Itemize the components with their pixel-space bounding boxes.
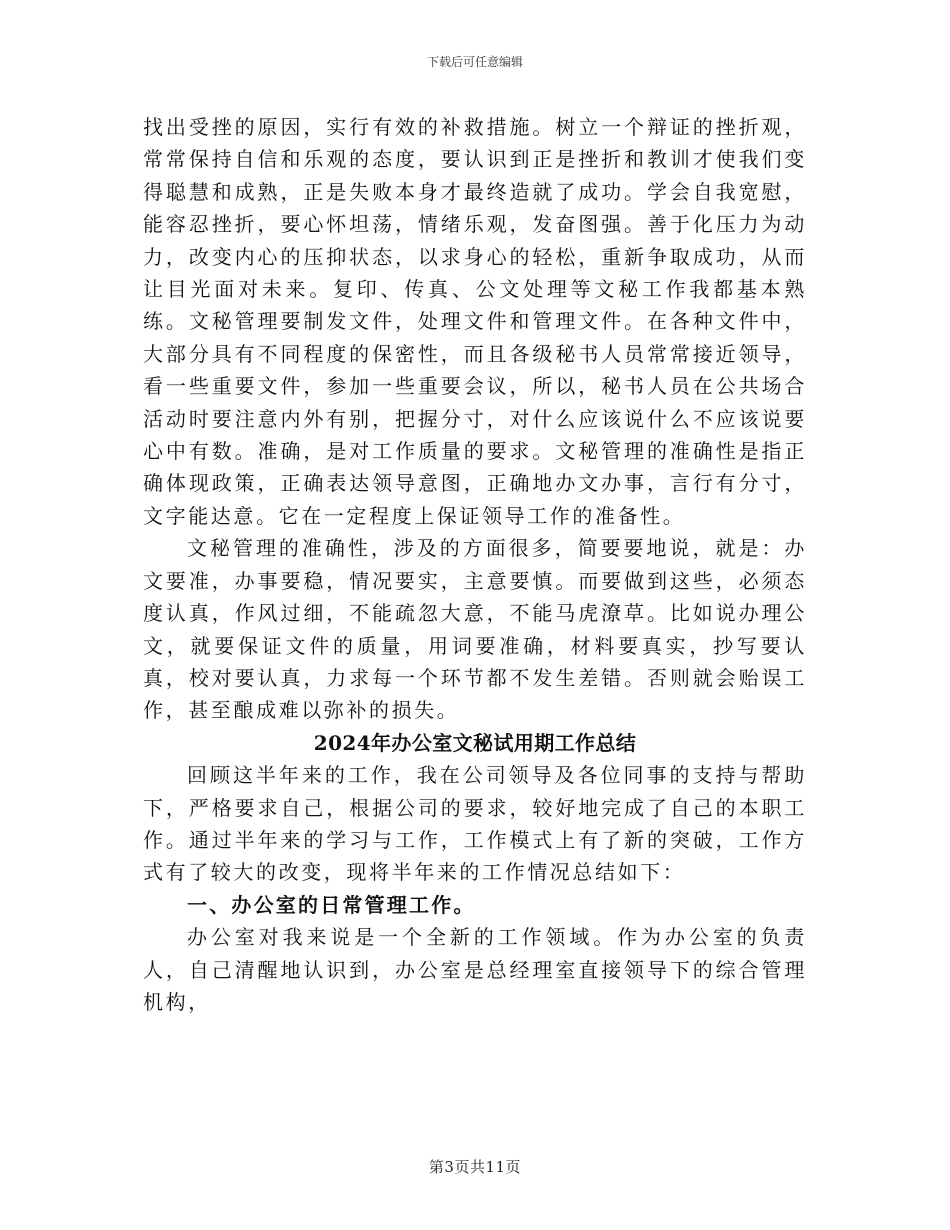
page-footer: 第3页共11页 — [428, 1158, 522, 1176]
document-body — [143, 111, 807, 1018]
paragraph-2: 文秘管理的准确性，涉及的方面很多，简要要地说，就是：办文要准，办事要稳，情况要实，主意要慎。而要做到这些，必须态度认真，作风过细，不能疏忽大意，不能马虎潦草。比如说办理公文，就要保证文件的质量，用词要准确，材料要真实，抄写要认真，校对要认真，力求每一个环节都不发生差错。否则就会贻误工作，甚至酿成难以弥补的损失。 — [143, 536, 807, 723]
paragraph-1: 找出受挫的原因，实行有效的补救措施。树立一个辩证的挫折观，常常保持自信和乐观的态度，要认识到正是挫折和教训才使我们变得聪慧和成熟，正是失败本身才最终造就了成功。学会自我宽慰，能容忍挫折，要心怀坦荡，情绪乐观，发奋图强。善于化压力为动力，改变内心的压抑状态，以求身心的轻松，重新争取成功，从而让目光面对未来。复印、传真、公文处理等文秘工作我都基本熟练。文秘管理要制发文件，处理文件和管理文件。在各种文件中，大部分具有不同程度的保密性，而且各级秘书人员常常接近领导，看一些重要文件，参加一些重要会议，所以，秘书人员在公共场合活动时要注意内外有别，把握分寸，对什么应该说什么不应该说要心中有数。准确，是对工作质量的要求。文秘管理的准确性是指正确体现政策，正确表达领导意图，正确地办文办事，言行有分寸，文字能达意。它在一定程度上保证领导工作的准备性。 — [143, 115, 807, 528]
page-header: 下载后可任意编辑 — [426, 55, 523, 69]
section-heading-1: 一、办公室的日常管理工作。 — [187, 892, 476, 917]
document-title: 2024年办公室文秘试用期工作总结 — [313, 730, 637, 755]
paragraph-3: 回顾这半年来的工作，我在公司领导及各位同事的支持与帮助下，严格要求自己，根据公司的要求，较好地完成了自己的本职工作。通过半年来的学习与工作，工作模式上有了新的突破，工作方式有了较大的改变，现将半年来的工作情况总结如下： — [143, 763, 807, 885]
paragraph-4: 办公室对我来说是一个全新的工作领域。作为办公室的负责人，自己清醒地认识到，办公室是总经理室直接领导下的综合管理机构， — [143, 925, 807, 1014]
